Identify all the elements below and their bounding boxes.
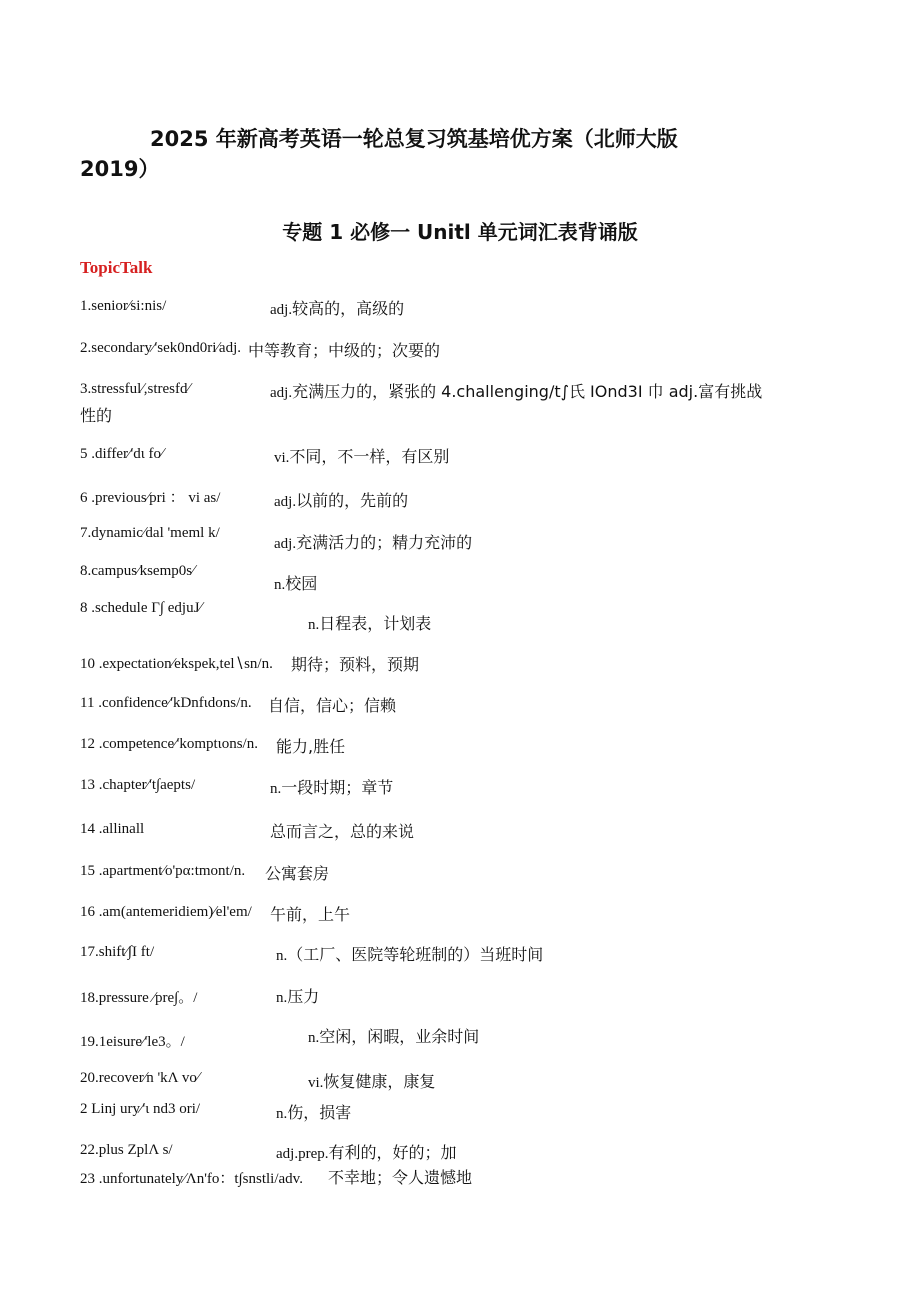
vocab-meaning [270,775,393,798]
vocab-word: 2.secondary∕'sek0nd0ri∕adj. [80,340,242,356]
vocab-pos: n. [276,1106,288,1122]
vocab-word: 13 .chapter∕'t∫aepts/ [80,777,196,793]
vocab-pos: vi. [308,1075,324,1091]
vocab-word: 16 .am(antemeridiem)∕el'em/ [80,904,252,920]
vocab-pos: n. [308,617,320,633]
vocab-meaning [276,984,319,1007]
vocab-word: 5 .differ∕'dι fo∕ [80,446,164,462]
vocab-word: 10 .expectation∕ekspek,tel∖sn/n. [80,656,273,672]
vocab-word: 2 Linj ury∕'ι nd3 ori/ [80,1101,201,1117]
vocab-meaning-text: 校园 [285,574,318,593]
vocab-meaning [270,902,350,925]
vocab-meaning [274,571,317,594]
vocab-meaning-text: 一段时期；章节 [281,778,394,797]
vocab-meaning-text: 不幸地；令人遗憾地 [328,1168,473,1187]
vocab-meaning-text: 期待；预料，预期 [291,655,420,674]
vocab-meaning-text: 空闲，闲暇，业余时间 [319,1027,480,1046]
vocab-pos: n. [308,1030,320,1046]
vocab-meaning-text: 自信，信心；信赖 [268,696,397,715]
vocab-pos: n. [276,948,288,964]
vocab-meaning-text: 有利的，好的；加 [328,1143,457,1162]
vocab-meaning-text: 以前的，先前的 [296,491,409,510]
vocab-pos: n. [276,990,288,1006]
vocab-meaning-text: 不同，不一样，有区别 [289,447,450,466]
vocab-word: 12 .competence∕'komptιons/n. [80,736,258,752]
vocab-meaning-text: 伤，损害 [287,1103,352,1122]
vocab-meaning-text: 中等教育；中级的；次要的 [248,341,441,360]
vocab-meaning [276,1100,351,1123]
vocab-meaning [276,1140,457,1163]
vocab-word: 23 .unfortunately∕Λn'fo：t∫snstli/adv. [80,1171,303,1187]
vocab-meaning [291,652,419,675]
vocab-word: 15 .apartment∕o'pα:tmont/n. [80,863,246,879]
vocab-word: 22.plus ZplΛ s/ [80,1142,173,1158]
vocab-meaning [328,1165,472,1188]
vocab-meaning [274,530,472,553]
document-title-line2: 2019） [80,157,160,181]
vocab-meaning-text: 公寓套房 [265,864,330,883]
vocab-meaning-text: 恢复健康，康复 [323,1072,436,1091]
vocab-meaning [274,444,449,467]
document-subtitle: 专题 1 必修一 Unitl 单元词汇表背诵版 [282,220,638,244]
vocab-pos: n. [270,781,282,797]
vocab-meaning [308,1024,479,1047]
vocab-word: 20.recover∕n 'kΛ vo∕ [80,1070,200,1086]
vocab-meaning-text: 能力,胜任 [276,737,346,756]
vocab-meaning-text: 日程表，计划表 [319,614,432,633]
vocab-meaning [248,338,440,361]
vocab-word: 11 .confidence∕'kDnfιdons/n. [80,695,252,711]
vocab-word: 8 .schedule Γ∫ edjuJ∕ [80,600,202,616]
vocab-meaning [276,734,345,757]
vocab-pos: n. [274,577,286,593]
vocab-meaning-text: 充满活力的；精力充沛的 [296,533,473,552]
vocab-word: 18.pressure ∕pre∫。/ [80,990,198,1006]
vocab-word: 7.dynamic∕dal 'meml k/ [80,525,220,541]
vocab-word: 19.1eisure∕'le3。/ [80,1034,185,1050]
vocab-meaning [276,942,543,965]
vocab-pos: adj.prep. [276,1146,329,1162]
vocab-meaning-continuation: 性的 [80,406,113,425]
vocab-meaning-text: 充满压力的，紧张的 4.challenging∕t∫氏 IOnd3I 巾 adj.富有挑战 [292,382,763,401]
vocab-pos: adj. [274,494,297,510]
vocab-word: 14 .allinall [80,821,145,837]
vocab-word: 17.shift∕∫I ft/ [80,944,155,960]
vocab-pos: adj. [270,302,293,318]
vocab-meaning [270,296,404,319]
document-title [80,124,860,184]
vocab-meaning-text: （工厂、医院等轮班制的）当班时间 [287,945,544,964]
vocab-meaning [308,611,431,634]
vocab-meaning [268,693,396,716]
vocab-word: 8.campus∕ksemp0s∕ [80,563,195,579]
vocab-meaning [308,1069,435,1092]
document-title-line1: 2025 年新高考英语一轮总复习筑基培优方案（北师大版 [150,127,678,151]
vocab-pos: adj. [274,536,297,552]
vocab-meaning-text: 压力 [287,987,320,1006]
vocab-meaning-text: 总而言之，总的来说 [270,822,415,841]
vocab-word: 1.senior∕si:nis/ [80,298,167,314]
vocab-pos: adj. [270,385,293,401]
vocab-meaning [265,861,329,884]
section-heading: TopicTalk [80,258,153,277]
vocab-pos: vi. [274,450,290,466]
vocab-meaning [270,819,414,842]
vocab-meaning-text: 较高的，高级的 [292,299,405,318]
vocab-meaning [274,488,408,511]
vocab-meaning [270,379,762,402]
vocab-word: 3.stressful∕,stresfd∕ [80,381,190,397]
vocab-word: 6 .previous∕pri ： vi as/ [80,490,221,506]
vocab-meaning-text: 午前，上午 [270,905,351,924]
